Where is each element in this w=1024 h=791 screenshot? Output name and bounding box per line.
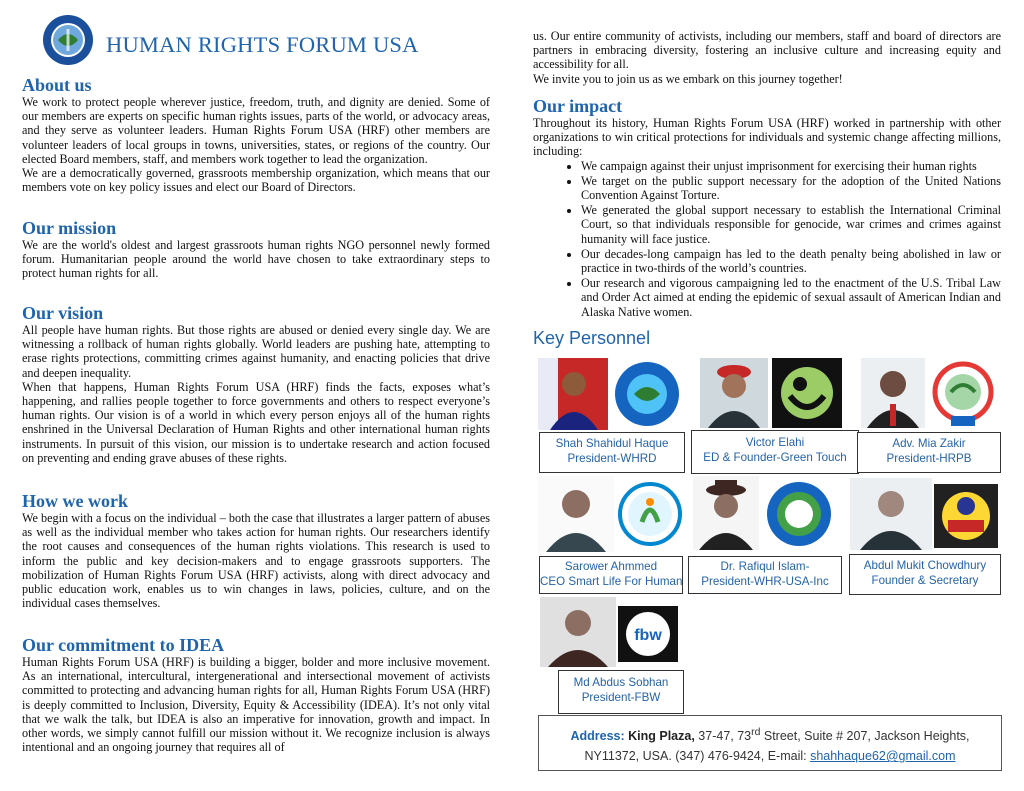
impact-item: • Our research and vigorous campaigning led to the enactment of the U.S. Tribal Law and Order Act aimed at ending the epidemic of sexual assault of American Indian and Alaska Native women.	[581, 276, 1001, 319]
how-heading: How we work	[22, 491, 128, 511]
fbw-logo-icon	[618, 606, 678, 662]
person-name-card	[558, 670, 684, 714]
address-sup: rd	[751, 727, 761, 738]
person-name-card	[539, 432, 685, 473]
person-name: Abdul Mukit Chowdhury	[863, 559, 987, 572]
whrd-logo-icon	[612, 358, 682, 430]
about-paragraph-1: We work to protect people wherever justice, freedom, truth, and dignity are denied. Some of our members are experts on specific human rights issues, parts of the world, or advocacy areas, and they serve as volunteer leaders. Human Rights Forum USA (HRF) other members are volunteer leaders of local groups in towns, universities, states, or regions of the country. Our elected Board members, staff, and members work together to lead the organization.	[22, 95, 490, 166]
idea-heading: Our commitment to IDEA	[22, 635, 225, 655]
address-line-1	[539, 723, 1001, 746]
person-role: President-FBW	[581, 691, 661, 704]
hrpb-logo-icon	[927, 360, 999, 428]
about-paragraph-2: We are a democratically governed, grassroots membership organization, which means that our members vote on key policy issues and elect our Board of Directors.	[22, 166, 490, 195]
email-link[interactable]: shahhaque62@gmail.com	[810, 749, 956, 764]
address-street-num: 37-47, 73	[698, 729, 752, 744]
person-photo	[850, 478, 932, 550]
feed-logo-icon	[934, 484, 998, 548]
person-name: Md Abdus Sobhan	[573, 676, 669, 689]
impact-item: • We target on the public support necessary for the adoption of the United Nations Convention Against Torture.	[581, 174, 1001, 202]
person-role: President-WHR-USA-Inc	[701, 575, 829, 588]
person-name-card	[691, 430, 859, 474]
mission-paragraph: We are the world's oldest and largest grassroots human rights NGO personnel newly formed forum. Humanitarian people around the world have chosen to take extraordinary steps to protect human rights for all.	[22, 238, 490, 281]
svg-text:fbw: fbw	[634, 627, 662, 644]
person-name-card	[849, 554, 1001, 595]
address-box	[538, 715, 1002, 771]
impact-intro: Throughout its history, Human Rights Forum USA (HRF) worked in partnership with other organizations to win critical protections for individuals and systemic change affecting millions, including:	[533, 116, 1001, 159]
vision-paragraph-1: All people have human rights. But those rights are abused or denied every single day. We are witnessing a rollback of human rights globally. World leaders are pushing hate, attempting to erase rights protections, committing crimes against humanity, and enacting policies that drive and deepen inequality.	[22, 323, 490, 380]
person-name-card	[688, 556, 842, 594]
person-role: ED & Founder-Green Touch	[703, 451, 847, 464]
person-photo	[538, 476, 614, 552]
person-photo	[540, 597, 616, 667]
person-role: President-WHRD	[567, 452, 657, 465]
person-name: Shah Shahidul Haque	[555, 437, 669, 450]
masthead	[42, 14, 492, 70]
person-photo	[861, 358, 925, 428]
impact-item: • We campaign against their unjust imprisonment for exercising their human rights	[581, 159, 1001, 173]
person-photo	[538, 358, 608, 430]
vision-heading: Our vision	[22, 303, 104, 323]
person-role: President-HRPB	[886, 452, 972, 465]
whr-logo-icon	[764, 478, 834, 550]
idea-paragraph-3: We invite you to join us as we embark on this journey together!	[533, 71, 843, 86]
person-name-card	[539, 556, 683, 594]
address-rest: Street, Suite # 207, Jackson Heights,	[760, 729, 970, 744]
about-heading: About us	[22, 75, 92, 95]
person-name: Adv. Mia Zakir	[892, 437, 966, 450]
mission-heading: Our mission	[22, 218, 117, 238]
how-paragraph: We begin with a focus on the individual – both the case that illustrates a larger pattern of abuses as well as the individual member who takes action for human rights. Our researchers identify the root causes and consequences of the human rights violations. This research is used to inform the public and key decision-makers and to engage grassroots supporters. The mobilization of Human Rights Forum USA (HRF) activists, along with direct advocacy and public education work, enables us to win changes in laws, policies, culture, and on the individual cases themselves.	[22, 511, 490, 611]
address-place: King Plaza,	[628, 729, 695, 744]
person-name-card	[857, 432, 1001, 473]
person-name: Sarower Ahmmed	[564, 560, 658, 573]
person-role: CEO Smart Life For Human	[540, 575, 683, 588]
address-label: Address:	[570, 729, 625, 744]
idea-paragraph-2: us. Our entire community of activists, including our members, staff and board of directors are partners in embracing diversity, fostering an inclusive culture and increasing equity and accessibility for all.	[533, 29, 1001, 72]
impact-list	[533, 159, 1001, 319]
slh-logo-icon	[616, 478, 684, 550]
vision-paragraph-2: When that happens, Human Rights Forum USA (HRF) finds the facts, exposes what’s happening, and rallies people together to force governments and others to respect everyone’s human rights. Our vision is of a world in which every person enjoys all of the human rights enshrined in the Universal Declaration of Human Rights and other international human rights instruments. In pursuit of this vision, our mission is to undertake research and action focused on preventing and ending grave abuses of these rights.	[22, 379, 490, 465]
address-line-2	[539, 746, 1001, 766]
address-contact: NY11372, USA. (347) 476-9424, E-mail:	[584, 749, 811, 764]
hrf-logo-icon	[42, 14, 94, 66]
person-photo	[693, 476, 759, 550]
impact-item: • Our decades-long campaign has led to the death penalty being abolished in law or practice in two-thirds of the world’s countries.	[581, 247, 1001, 275]
impact-heading: Our impact	[533, 96, 623, 116]
person-role: Founder & Secretary	[871, 574, 979, 587]
person-photo	[700, 358, 768, 428]
impact-item: • We generated the global support necessary to establish the International Criminal Court, so that individuals responsible for genocide, war crimes and crimes against humanity will face justice.	[581, 203, 1001, 246]
idea-paragraph-1: Human Rights Forum USA (HRF) is building a bigger, bolder and more inclusive movement. As an international, intercultural, intergenerational and intersectional movement of activists committed to protecting and advancing human rights for all, Human Rights Forum USA (HRF) is deeply committed to Inclusion, Diversity, Equity & Accessibility (IDEA). It’s not only vital that we walk the talk, but IDEA is also an imperative for innovation, growth and impact. In other words, we simply cannot fulfill our mission without it. We recognize inclusion is always intentional and an ongoing journey that requires all of	[22, 655, 490, 755]
person-name: Victor Elahi	[745, 436, 805, 449]
green-touch-logo-icon	[772, 358, 842, 428]
key-personnel-heading: Key Personnel	[533, 328, 651, 348]
site-title: HUMAN RIGHTS FORUM USA	[106, 32, 419, 57]
person-name: Dr. Rafiqul Islam-	[720, 560, 810, 573]
